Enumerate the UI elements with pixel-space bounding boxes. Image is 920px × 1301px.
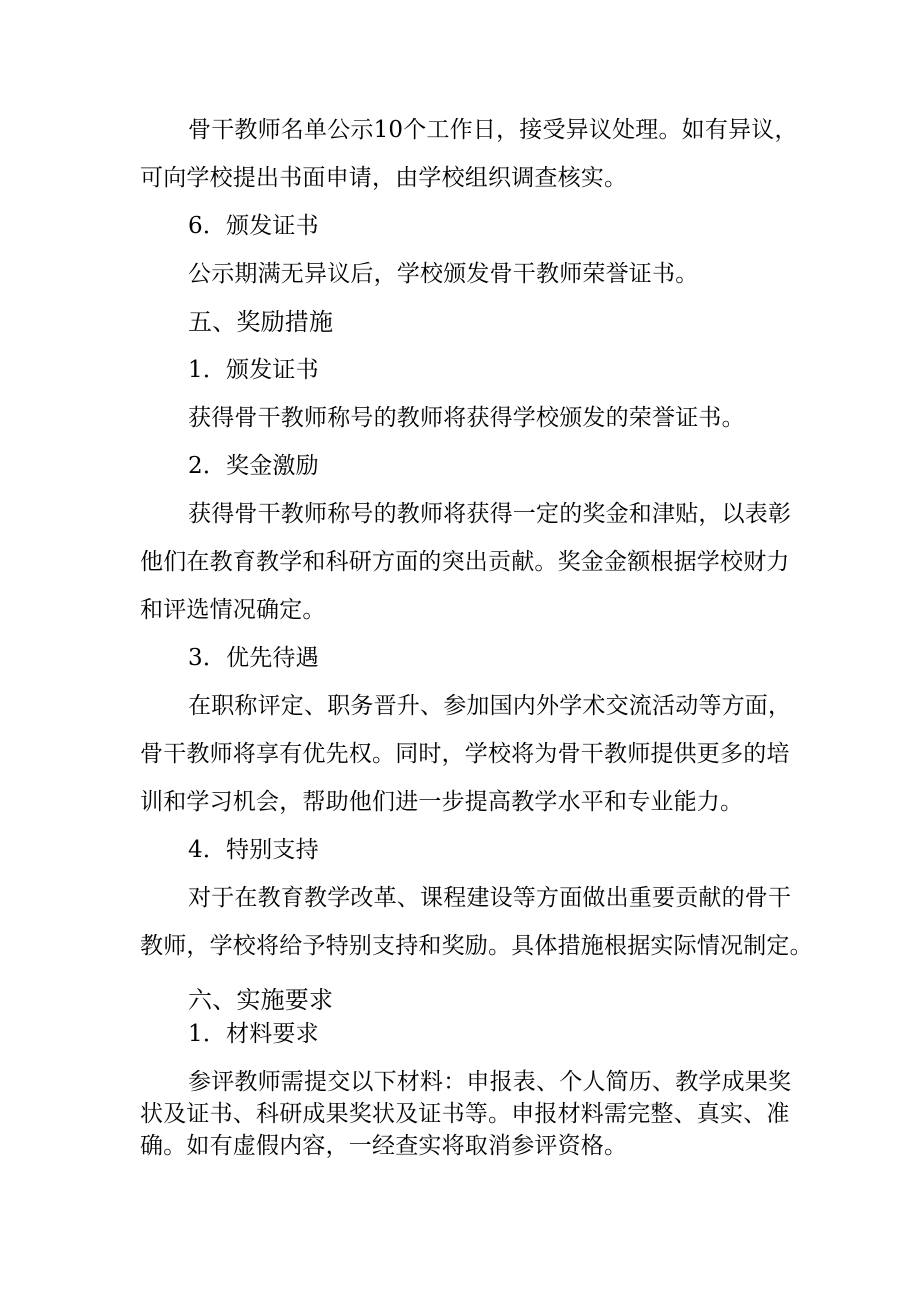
- section-heading: 1．材料要求: [188, 1021, 319, 1047]
- paragraph-line: 教师，学校将给予特别支持和奖励。具体措施根据实际情况制定。: [140, 933, 813, 959]
- paragraph-line: 公示期满无异议后，学校颁发骨干教师荣誉证书。: [188, 261, 699, 287]
- chapter-heading: 五、奖励措施: [188, 308, 334, 336]
- paragraph-line: 确。如有虚假内容，一经查实将取消参评资格。: [140, 1133, 628, 1159]
- chapter-heading: 六、实施要求: [188, 986, 334, 1014]
- paragraph-line: 参评教师需提交以下材料：申报表、个人简历、教学成果奖: [188, 1069, 792, 1095]
- paragraph-line: 训和学习机会，帮助他们进一步提高教学水平和专业能力。: [140, 789, 744, 815]
- paragraph-line: 可向学校提出书面申请，由学校组织调查核实。: [140, 165, 628, 191]
- paragraph-line: 获得骨干教师称号的教师将获得学校颁发的荣誉证书。: [188, 405, 745, 431]
- paragraph-line: 在职称评定、职务晋升、参加国内外学术交流活动等方面，: [188, 693, 792, 719]
- paragraph-line: 骨干教师名单公示10个工作日，接受异议处理。如有异议，: [188, 117, 798, 143]
- section-heading: 3．优先待遇: [188, 645, 319, 671]
- paragraph-line: 对于在教育教学改革、课程建设等方面做出重要贡献的骨干: [188, 885, 792, 911]
- paragraph-line: 和评选情况确定。: [140, 597, 326, 623]
- paragraph-line: 获得骨干教师称号的教师将获得一定的奖金和津贴，以表彰: [188, 501, 792, 527]
- section-heading: 4．特别支持: [188, 837, 319, 863]
- paragraph-line: 骨干教师将享有优先权。同时，学校将为骨干教师提供更多的培: [140, 741, 790, 767]
- section-heading: 2．奖金激励: [188, 453, 319, 479]
- section-heading: 1．颁发证书: [188, 357, 319, 383]
- paragraph-line: 他们在教育教学和科研方面的突出贡献。奖金金额根据学校财力: [140, 549, 790, 575]
- section-heading: 6．颁发证书: [188, 213, 319, 239]
- paragraph-line: 状及证书、科研成果奖状及证书等。申报材料需完整、真实、准: [140, 1101, 790, 1127]
